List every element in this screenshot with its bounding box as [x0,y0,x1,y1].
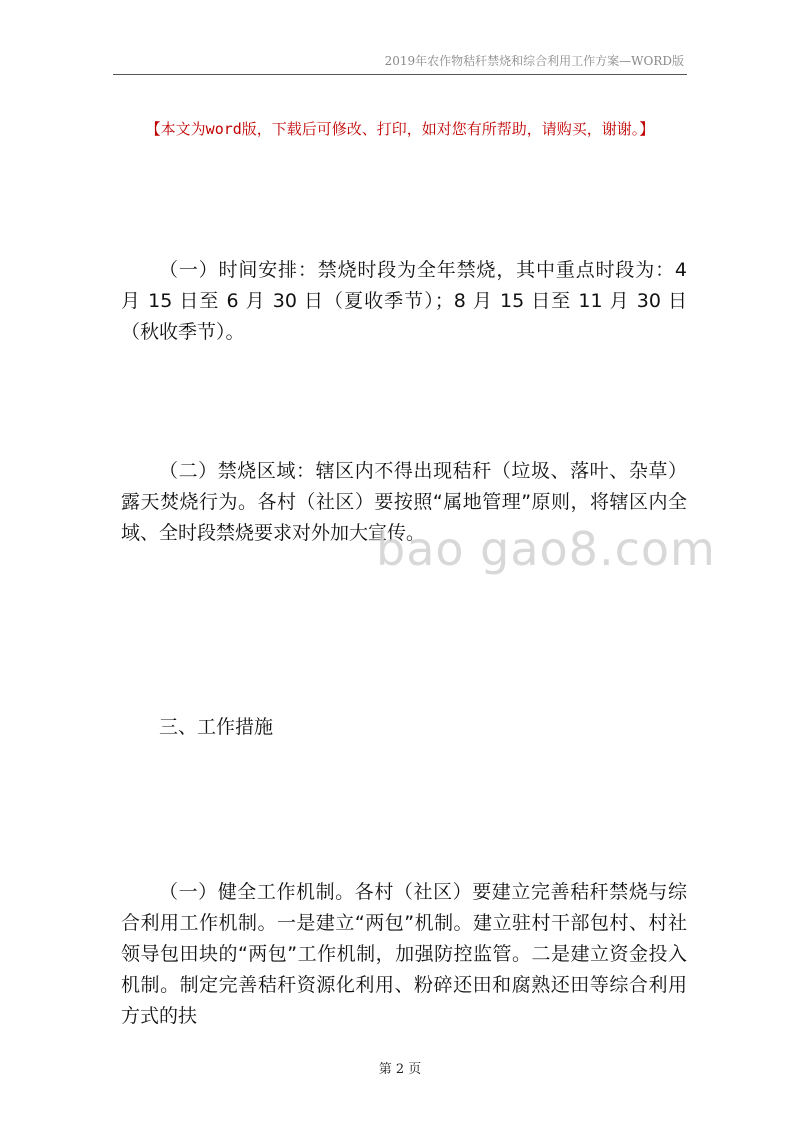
purchase-notice: 【本文为word版，下载后可修改、打印，如对您有所帮助，请购买，谢谢。】 [145,120,655,138]
page-number: 第 2 页 [378,1062,422,1077]
paragraph-burning-area: （二）禁烧区域：辖区内不得出现秸秆（垃圾、落叶、杂草）露天焚烧行为。各村（社区）要按照“属地管理”原则，将辖区内全域、全时段禁烧要求对外加大宣传。 [121,460,687,544]
paragraph-time-arrangement: （一）时间安排：禁烧时段为全年禁烧，其中重点时段为：4 月 15 日至 6 月 30 日（夏收季节）；8 月 15 日至 11 月 30 日（秋收季节）。 [121,259,687,343]
header-divider [113,74,687,75]
document-header-title: 2019年农作物秸秆禁烧和综合利用工作方案—WORD版 [384,54,684,68]
paragraph-work-mechanism: （一）健全工作机制。各村（社区）要建立完善秸秆禁烧与综合利用工作机制。一是建立“两包”机制。建立驻村干部包村、村社领导包田块的“两包”工作机制，加强防控监管。二是建立资金投入机制。制定完善秸秆资源化利用、粉碎还田和腐熟还田等综合利用方式的扶 [121,881,687,1027]
section-heading-work-measures: 三、工作措施 [159,716,274,738]
watermark-logo: bao gao8.com [376,522,716,576]
